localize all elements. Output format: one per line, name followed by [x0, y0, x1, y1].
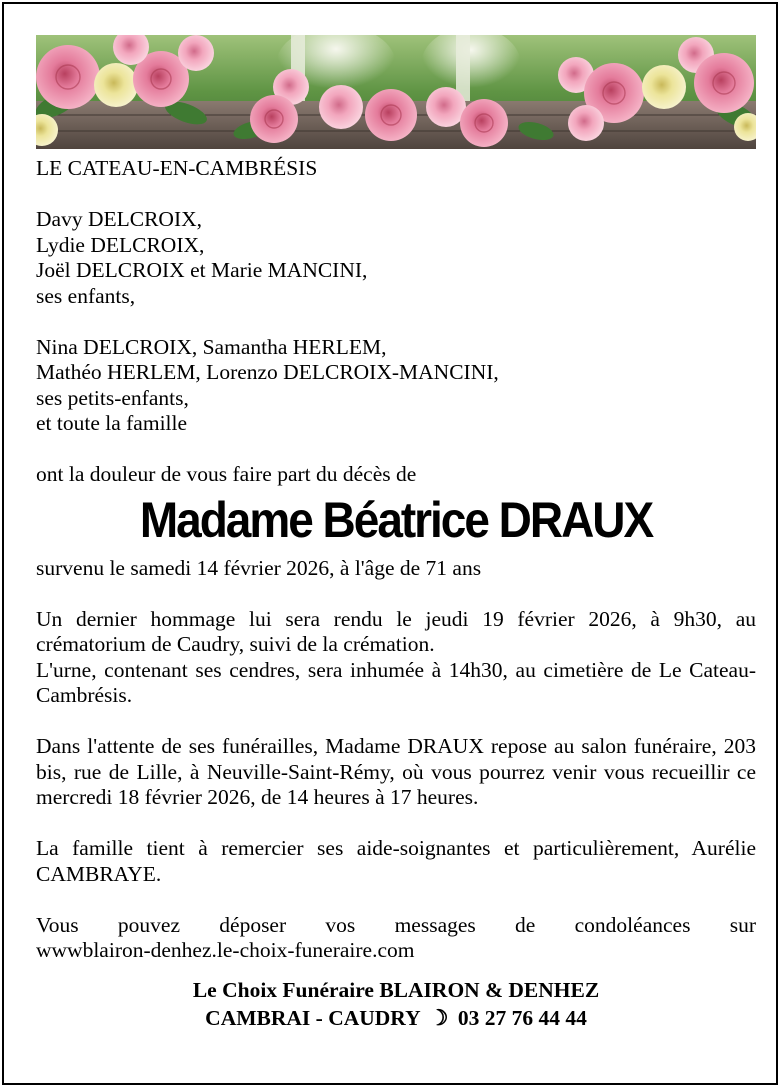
children-list — [36, 207, 756, 309]
child-name: Lydie DELCROIX, — [36, 232, 205, 257]
death-info — [36, 556, 756, 582]
funeral-home-contact — [36, 1004, 756, 1032]
ceremony-details — [36, 607, 756, 709]
grandchild-name: Nina DELCROIX, Samantha HERLEM, — [36, 334, 387, 359]
deceased-name: Madame Béatrice DRAUX — [139, 491, 653, 548]
child-name: Joël DELCROIX et Marie MANCINI, — [36, 258, 368, 282]
funeral-home-name: Le Choix Funéraire BLAIRON & DENHEZ — [192, 977, 600, 1002]
location — [36, 156, 756, 182]
moon-icon: ☽ — [429, 1005, 449, 1030]
condolences-text: Vous pouvez déposer vos messages de condoléances sur — [36, 912, 756, 937]
urn-text: L'urne, contenant ses cendres, sera inhumée à 14h30, au cimetière de Le Cateau-Cambrésis. — [36, 657, 756, 707]
tribute-text: Un dernier hommage lui sera rendu le jeudi 19 février 2026, à 9h30, au crématorium de Caudry, suivi de la crémation. — [36, 606, 756, 656]
child-name: Davy DELCROIX, — [36, 207, 203, 231]
viewing-details: Dans l'attente de ses funérailles, Madame DRAUX repose au salon funéraire, 203 bis, rue de Lille, à Neuville-Saint-Rémy, où vous pourrez venir vous recueillir ce mercredi 18 février 2026, de 14 heures à 17 heures. — [36, 734, 756, 809]
family-mention: et toute la famille — [36, 411, 188, 435]
obituary-text — [36, 156, 756, 1032]
condolences-url: wwwblairon-denhez.le-choix-funeraire.com — [36, 938, 415, 962]
roses-banner-image — [36, 35, 756, 149]
location-text: LE CATEAU-EN-CAMBRÉSIS — [36, 156, 318, 180]
announcement — [36, 462, 756, 488]
grandchild-name: Mathéo HERLEM, Lorenzo DELCROIX-MANCINI, — [36, 360, 499, 384]
obituary-frame — [2, 2, 778, 1085]
thanks-text: La famille tient à remercier ses aide-soignantes et particulièrement, Aurélie CAMBRAYE. — [36, 836, 756, 886]
announcement-text: ont la douleur de vous faire part du décès de — [36, 462, 417, 486]
grandchildren-relation: ses petits-enfants, — [36, 385, 189, 410]
funeral-home-cities: CAMBRAI - CAUDRY — [205, 1005, 420, 1030]
condolences — [36, 913, 756, 964]
grandchildren-list — [36, 335, 756, 437]
funeral-home-phone: 03 27 76 44 44 — [457, 1005, 587, 1030]
funeral-home — [36, 976, 756, 1032]
death-info-text: survenu le samedi 14 février 2026, à l'âge de 71 ans — [36, 555, 482, 580]
children-relation: ses enfants, — [36, 283, 136, 308]
